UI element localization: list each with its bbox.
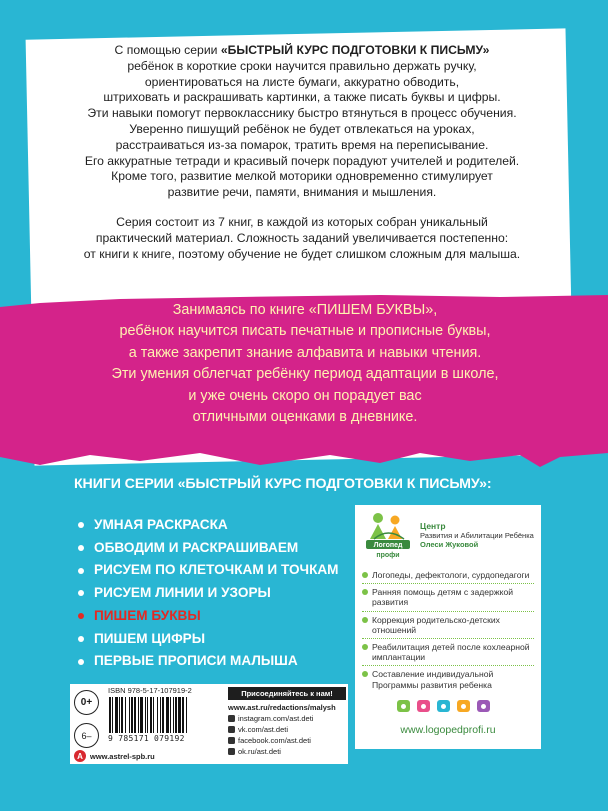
series-title: КНИГИ СЕРИИ «БЫСТРЫЙ КУРС ПОДГОТОВКИ К ПИСЬМУ»: [74, 476, 492, 492]
book-item: ПЕРВЫЕ ПРОПИСИ МАЛЫША [78, 650, 339, 673]
instagram-link[interactable]: instagram.com/ast.deti [228, 713, 336, 724]
bullet-icon [78, 590, 84, 596]
intro-text [52, 43, 552, 276]
join-us-label: Присоединяйтесь к нам! [228, 687, 346, 700]
book-item: РИСУЕМ ЛИНИИ И УЗОРЫ [78, 582, 339, 605]
ok-icon [228, 748, 235, 755]
bullet-icon [78, 522, 84, 528]
logoped-profi-logo [362, 509, 414, 559]
banner-text: Занимаясь по книге «ПИШЕМ БУКВЫ», ребёнок научится писать печатные и прописные буквы, а также закрепит знание алфавита и навыки чтения. Эти умения облегчат ребёнку период адаптации в школе, и уже очень скоро он порадует вас отличными оценками в дневнике. [111, 302, 499, 426]
promo-heading: Центр Развития и Абилитации Ребёнка Олеси Жуковой [420, 521, 534, 549]
barcode-digits: 9 785171 079192 [108, 734, 185, 743]
promo-item: Коррекция родительско-детских отношений [362, 615, 534, 639]
promo-item: Реабилитация детей после кохлеарной имплантации [362, 642, 534, 666]
bullet-icon [78, 613, 84, 619]
facebook-link[interactable]: facebook.com/ast.deti [228, 735, 336, 746]
publisher-site: A www.astrel-spb.ru [74, 750, 155, 762]
heart-icon [437, 700, 450, 712]
intro-paragraph-2: Серия состоит из 7 книг, в каждой из которых собран уникальный практический материал. Сложность заданий увеличивается постепенно: от книги к книге, поэтому обучение не будет слишком сложным для малыша. [83, 214, 521, 261]
heart-icon [457, 700, 470, 712]
heart-icon [477, 700, 490, 712]
promo-item: Логопеды, дефектологи, сурдопедагоги [362, 570, 534, 584]
promo-url[interactable]: www.logopedprofi.ru [400, 724, 496, 736]
book-item-current: ПИШЕМ БУКВЫ [78, 605, 339, 628]
promo-item: Ранняя помощь детям с задержкой развития [362, 587, 534, 611]
bullet-icon [78, 545, 84, 551]
age-rating-badge: 0+ [74, 690, 99, 715]
heart-icon [417, 700, 430, 712]
promo-hearts [397, 700, 490, 712]
svg-text:профи: профи [376, 552, 400, 559]
facebook-icon [228, 737, 235, 744]
ok-link[interactable]: ok.ru/ast.deti [228, 746, 336, 757]
publisher-logo-icon: A [74, 750, 86, 762]
book-item: ПИШЕМ ЦИФРЫ [78, 628, 339, 651]
book-item: УМНАЯ РАСКРАСКА [78, 514, 339, 537]
promo-services-list [362, 570, 534, 696]
book-item: ОБВОДИМ И РАСКРАШИВАЕМ [78, 537, 339, 560]
bullet-icon [78, 568, 84, 574]
book-list [78, 514, 339, 673]
website-link[interactable]: www.ast.ru/redactions/malysh [228, 703, 336, 712]
barcode [108, 697, 223, 733]
bullet-icon [78, 636, 84, 642]
intro-paragraph-1: С помощью серии «БЫСТРЫЙ КУРС ПОДГОТОВКИ К ПИСЬМУ» ребёнок в короткие сроки научится правильно держать ручку, ориентироваться на листе бумаги, аккуратно обводить, штриховать и раскрашивать картинки, а также писать буквы и цифры. Эти навыки помогут первокласснику быстро втянуться в процесс обучения. Уверенно пишущий ребёнок не будет отвлекаться на уроках, расстраиваться из-за помарок, тратить время на переписывание. Его аккуратные тетради и красивый почерк порадуют учителей и родителей. Кроме того, развитие мелкой моторики одновременно стимулирует развитие речи, памяти, внимания и мышления. [84, 43, 520, 200]
vk-link[interactable]: vk.com/ast.deti [228, 724, 336, 735]
instagram-icon [228, 715, 235, 722]
promo-item: Составление индивидуальной Программы развития ребенка [362, 669, 534, 692]
bullet-icon [78, 659, 84, 665]
vk-icon [228, 726, 235, 733]
isbn-text: ISBN 978-5-17-107919-2 [108, 686, 192, 695]
social-links [228, 702, 336, 757]
heart-icon [397, 700, 410, 712]
age-badge-secondary: 6– [74, 723, 99, 748]
svg-text:Логопед: Логопед [373, 542, 403, 549]
book-item: РИСУЕМ ПО КЛЕТОЧКАМ И ТОЧКАМ [78, 559, 339, 582]
